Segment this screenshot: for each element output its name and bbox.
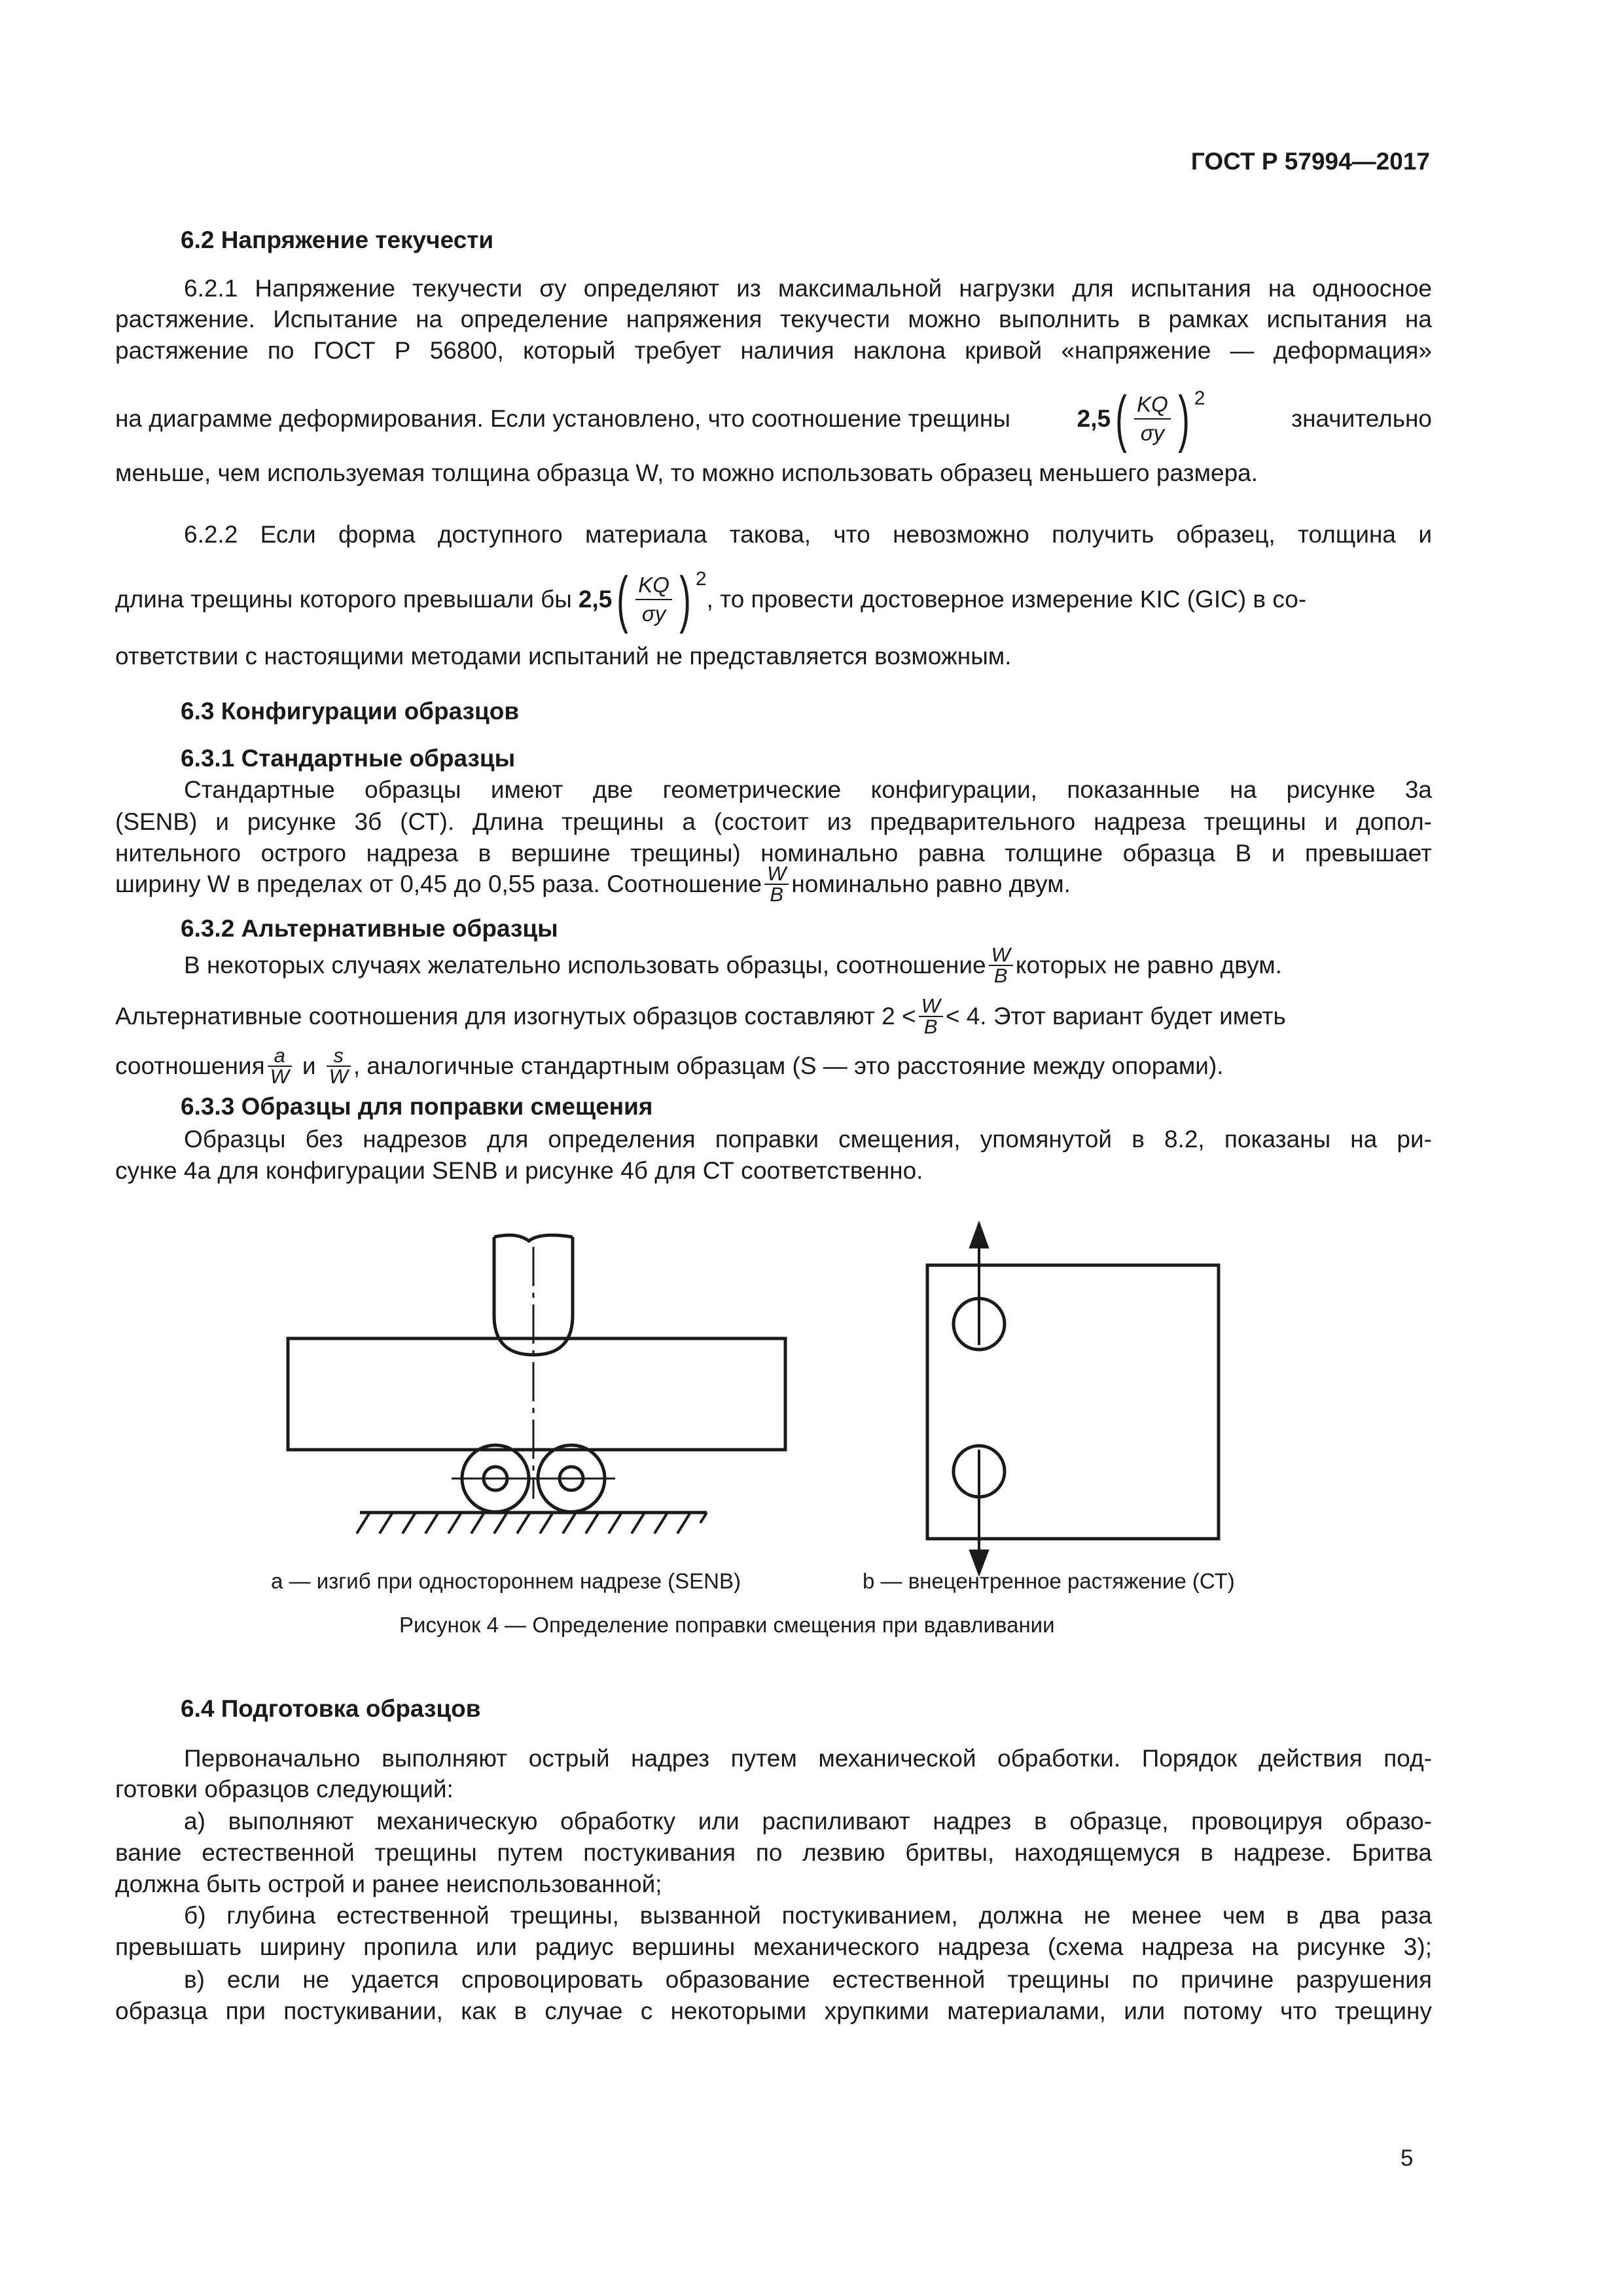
p632-and: и: [302, 1052, 316, 1079]
formula2-coef: 2,5: [578, 586, 613, 613]
senb-figure: [288, 1235, 785, 1534]
p621-line5: меньше, чем используемая толщина образца W, то можно использовать образец меньшего размера.: [115, 459, 1258, 486]
p64-line1: Первоначально выполняют острый надрез путем механической обработки. Порядок действия под-: [184, 1745, 1432, 1772]
paren-close: ): [1177, 384, 1190, 454]
section-6-3-2-title: 6.3.2 Альтернативные образцы: [181, 915, 558, 942]
p621-line4-text: на диаграмме деформирования. Если установлено, что соотношение трещины: [115, 405, 1010, 432]
p64-line4: вание естественной трещины путем постукивания по лезвию бритвы, находящемуся в надрезе. Бритва: [115, 1839, 1432, 1866]
frac-wb2-den: B: [993, 964, 1008, 987]
paren-open-2: (: [616, 564, 629, 634]
formula-exp: 2: [1194, 387, 1205, 409]
p64-line9: образца при постукивании, как в случае с некоторыми хрупкими материалами, или потому что трещину: [115, 1998, 1432, 2024]
formula-num: KQ: [1134, 391, 1171, 420]
p621-line2: растяжение. Испытание на определение напряжения текучести можно выполнить в рамках испытания на: [115, 306, 1432, 332]
frac-aw-num: a: [268, 1046, 292, 1067]
paren-close-2: ): [679, 564, 691, 634]
frac-sw-num: s: [327, 1046, 351, 1067]
frac-wb2-num: W: [989, 945, 1013, 966]
p632-line3-text: соотношения: [115, 1052, 265, 1079]
p631-line2: (SENB) и рисунке 3б (СТ). Длина трещины a (состоит из предварительного надреза трещины и допол-: [115, 808, 1432, 835]
section-6-3-1-title: 6.3.1 Стандартные образцы: [181, 745, 516, 772]
p621-line4-tail: значительно: [1291, 405, 1432, 432]
p622-line2-tail: , то провести достоверное измерение KIC (GIC) в со-: [706, 586, 1307, 613]
formula2-num: KQ: [635, 571, 672, 600]
p631-line1: Стандартные образцы имеют две геометрические конфигурации, показанные на рисунке 3а: [184, 776, 1432, 803]
p64-line6: б) глубина естественной трещины, вызванной постукиванием, должна не менее чем в два раза: [184, 1902, 1432, 1929]
frac-wb3-den: B: [923, 1015, 938, 1038]
p621-line1: 6.2.1 Напряжение текучести σy определяют из максимальной нагрузки для испытания на одноосное: [184, 275, 1432, 302]
p64-line5: должна быть острой и ранее неиспользованной;: [115, 1871, 662, 1897]
page-number: 5: [1400, 2145, 1414, 2171]
p622-line1: 6.2.2 Если форма доступного материала такова, что невозможно получить образец, толщина и: [184, 521, 1432, 548]
indenter-top: [494, 1235, 573, 1241]
figure-caption-a: а — изгиб при одностороннем надрезе (SENB): [271, 1569, 741, 1593]
frac-wb-den: B: [770, 883, 784, 906]
p64-line7: превышать ширину пропила или радиус вершины механического надреза (схема надреза на рисунке 3);: [115, 1933, 1432, 1960]
p631-line4-text: ширину W в пределах от 0,45 до 0,55 раза. Соотношение: [115, 870, 762, 897]
p632-line1-tail: которых не равно двум.: [1015, 952, 1282, 978]
p632-line3-tail: , аналогичные стандартным образцам (S — это расстояние между опорами).: [353, 1052, 1224, 1079]
p64-line2: готовки образцов следующий:: [115, 1776, 454, 1803]
p633-line1: Образцы без надрезов для определения поправки смещения, упомянутой в 8.2, показаны на ри-: [184, 1126, 1432, 1153]
p622-line3: ответствии с настоящими методами испытаний не представляется возможным.: [115, 643, 1012, 670]
p64-line3: а) выполняют механическую обработку или распиливают надрез в образце, провоцируя образо-: [184, 1808, 1432, 1835]
figure-caption-b: b — внецентренное растяжение (СТ): [863, 1569, 1235, 1593]
p621-line3: растяжение по ГОСТ Р 56800, который требует наличия наклона кривой «напряжение — деформация»: [115, 337, 1432, 364]
p622-line2-text: длина трещины которого превышали бы: [115, 586, 572, 613]
section-6-2-title: 6.2 Напряжение текучести: [181, 226, 494, 253]
paren-open: (: [1115, 384, 1127, 454]
ct-figure: [927, 1225, 1219, 1572]
formula2-den: σy: [641, 601, 666, 626]
section-6-3-title: 6.3 Конфигурации образцов: [181, 698, 520, 725]
p632-line1-text: В некоторых случаях желательно использовать образцы, соотношение: [184, 952, 986, 978]
p632-line2-tail: < 4. Этот вариант будет иметь: [945, 1003, 1286, 1030]
figure-title: Рисунок 4 — Определение поправки смещения при вдавливании: [399, 1613, 1055, 1637]
frac-wb3-num: W: [919, 996, 943, 1017]
document-id: ГОСТ Р 57994—2017: [1190, 148, 1430, 175]
formula-coef: 2,5: [1077, 405, 1111, 432]
formula-den: σy: [1140, 421, 1165, 445]
p64-line8: в) если не удается спровоцировать образование естественной трещины по причине разрушения: [184, 1966, 1432, 1993]
section-6-4-title: 6.4 Подготовка образцов: [181, 1695, 481, 1722]
ground-hatching: [357, 1513, 707, 1534]
ct-specimen: [927, 1265, 1219, 1539]
formula2-exp: 2: [695, 568, 707, 590]
p631-line3: нительного острого надреза в вершине трещины) номинально равна толщине образца B и превышает: [115, 840, 1432, 867]
arrow-up: [971, 1225, 987, 1247]
frac-wb-num: W: [764, 864, 789, 885]
p633-line2: сунке 4а для конфигурации SENB и рисунке 4б для СТ соответственно.: [115, 1157, 923, 1184]
frac-sw-den: W: [329, 1065, 348, 1088]
section-6-3-3-title: 6.3.3 Образцы для поправки смещения: [181, 1093, 653, 1120]
p632-line2-text: Альтернативные соотношения для изогнутых образцов составляют 2 <: [115, 1003, 916, 1030]
p631-line4-tail: номинально равно двум.: [791, 870, 1071, 897]
frac-aw-den: W: [270, 1065, 289, 1088]
